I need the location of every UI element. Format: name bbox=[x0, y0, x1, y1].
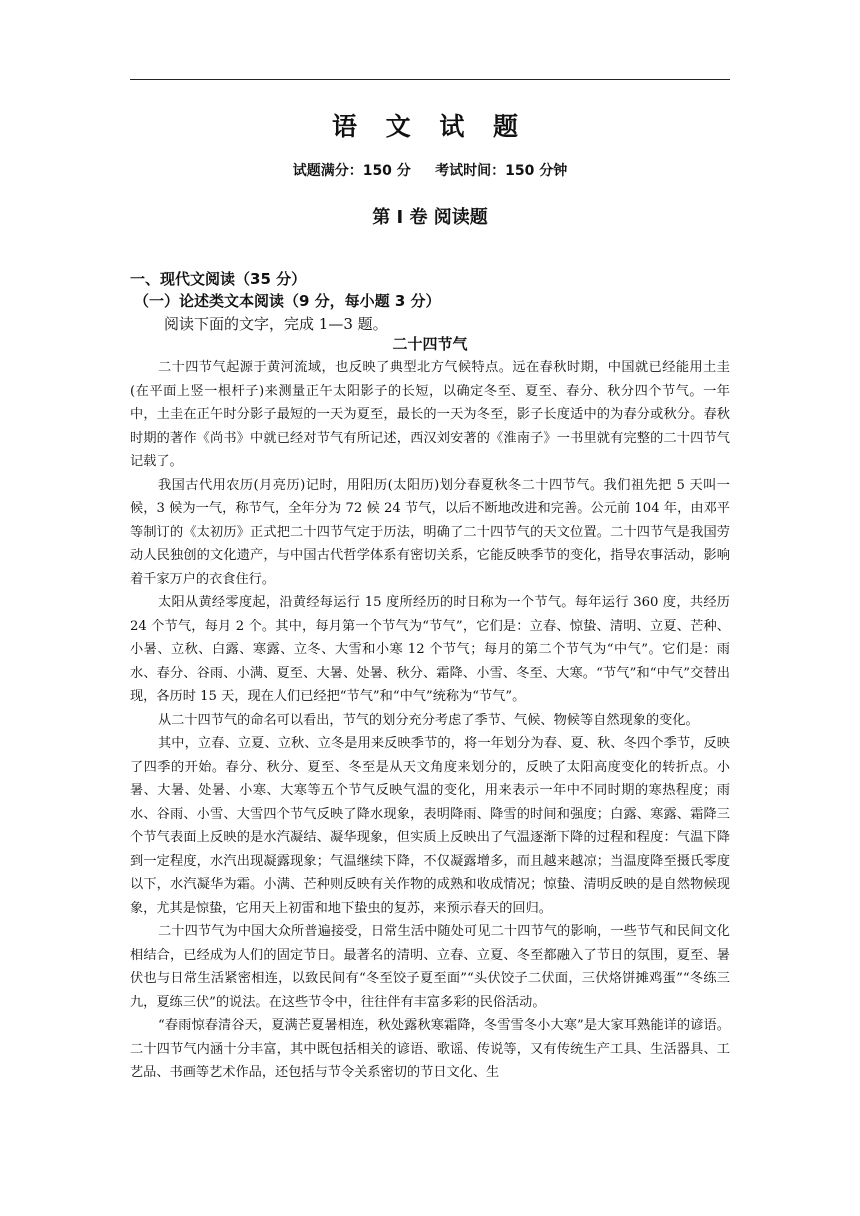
header-rule bbox=[130, 79, 730, 80]
subsection-heading: （一）论述类文本阅读（9 分，每小题 3 分） bbox=[134, 292, 441, 310]
section-heading: 一、现代文阅读（35 分） bbox=[130, 270, 307, 288]
article-title: 二十四节气 bbox=[392, 335, 468, 353]
exam-page bbox=[130, 0, 730, 1216]
article-paragraph: 二十四节气起源于黄河流域，也反映了典型北方气候特点。远在春秋时期，中国就已经能用土圭(在平面上竖一根杆子)来测量正午太阳影子的长短，以确定冬至、夏至、春分、秋分四个节气。一年中，土圭在正午时分影子最短的一天为夏至，最长的一天为冬至，影子长度适中的为春分或秋分。春秋时期的著作《尚书》中就已经对节气有所记述，西汉刘安著的《淮南子》一书里就有完整的二十四节气记载了。 bbox=[130, 360, 730, 469]
reading-instruction: 阅读下面的文字，完成 1—3 题。 bbox=[164, 315, 388, 333]
volume-title: 第 I 卷 阅读题 bbox=[372, 207, 488, 228]
article-paragraph: “春雨惊春清谷天，夏满芒夏暑相连，秋处露秋寒霜降，冬雪雪冬小大寒”是大家耳熟能详的谚语。二十四节气内涵十分丰富，其中既包括相关的谚语、歌谣、传说等，又有传统生产工具、生活器具、工艺品、书画等艺术作品，还包括与节令关系密切的节日文化、生 bbox=[130, 1018, 730, 1080]
article-paragraph: 二十四节气为中国大众所普遍接受，日常生活中随处可见二十四节气的影响，一些节气和民间文化相结合，已经成为人们的固定节日。最著名的清明、立春、立夏、冬至都融入了节日的氛围，夏至、暑伏也与日常生活紧密相连，以致民间有“冬至饺子夏至面”“头伏饺子二伏面，三伏烙饼摊鸡蛋”“冬练三九，夏练三伏”的说法。在这些节令中，往往伴有丰富多彩的民俗活动。 bbox=[130, 924, 730, 1010]
article-paragraph: 我国古代用农历(月亮历)记时，用阳历(太阳历)划分春夏秋冬二十四节气。我们祖先把 5 天叫一候，3 候为一气，称节气，全年分为 72 候 24 节气，以后不断地改进和完善。公元前 104 年，由邓平等制订的《太初历》正式把二十四节气定于历法，明确了二十四节气的天文位置。二十四节气是我国劳动人民独创的文化遗产，与中国古代哲学体系有密切关系，它能反映季节的变化，指导农事活动，影响着千家万户的衣食住行。 bbox=[130, 477, 730, 587]
exam-title: 语 文 试 题 bbox=[331, 112, 529, 141]
article-paragraph: 其中，立春、立夏、立秋、立冬是用来反映季节的，将一年划分为春、夏、秋、冬四个季节，反映了四季的开始。春分、秋分、夏至、冬至是从天文角度来划分的，反映了太阳高度变化的转折点。小暑、大暑、处暑、小寒、大寒等五个节气反映气温的变化，用来表示一年中不同时期的寒热程度；雨水、谷雨、小雪、大雪四个节气反映了降水现象，表明降雨、降雪的时间和强度；白露、寒露、霜降三个节气表面上反映的是水汽凝结、凝华现象，但实质上反映出了气温逐渐下降的过程和程度：气温下降到一定程度，水汽出现凝露现象；气温继续下降，不仅凝露增多，而且越来越凉；当温度降至摄氏零度以下，水汽凝华为霜。小满、芒种则反映有关作物的成熟和收成情况；惊蛰、清明反映的是自然物候现象，尤其是惊蛰，它用天上初雷和地下蛰虫的复苏，来预示春天的回归。 bbox=[130, 736, 730, 916]
article-paragraph: 从二十四节气的命名可以看出，节气的划分充分考虑了季节、气候、物候等自然现象的变化。 bbox=[158, 712, 699, 728]
exam-info: 试题满分：150 分 考试时间：150 分钟 bbox=[292, 163, 568, 179]
article-paragraph: 太阳从黄经零度起，沿黄经每运行 15 度所经历的时日称为一个节气。每年运行 360 度，共经历 24 个节气，每月 2 个。其中，每月第一个节气为“节气”，它们是：立春、惊蛰、清明、立夏、芒种、小暑、立秋、白露、寒露、立冬、大雪和小寒 12 个节气；每月的第二个节气为“中气”。它们是：雨水、春分、谷雨、小满、夏至、大暑、处暑、秋分、霜降、小雪、冬至、大寒。“节气”和“中气”交替出现，各历时 15 天，现在人们已经把“节气”和“中气”统称为“节气”。 bbox=[130, 595, 730, 704]
article-body bbox=[130, 356, 730, 1085]
